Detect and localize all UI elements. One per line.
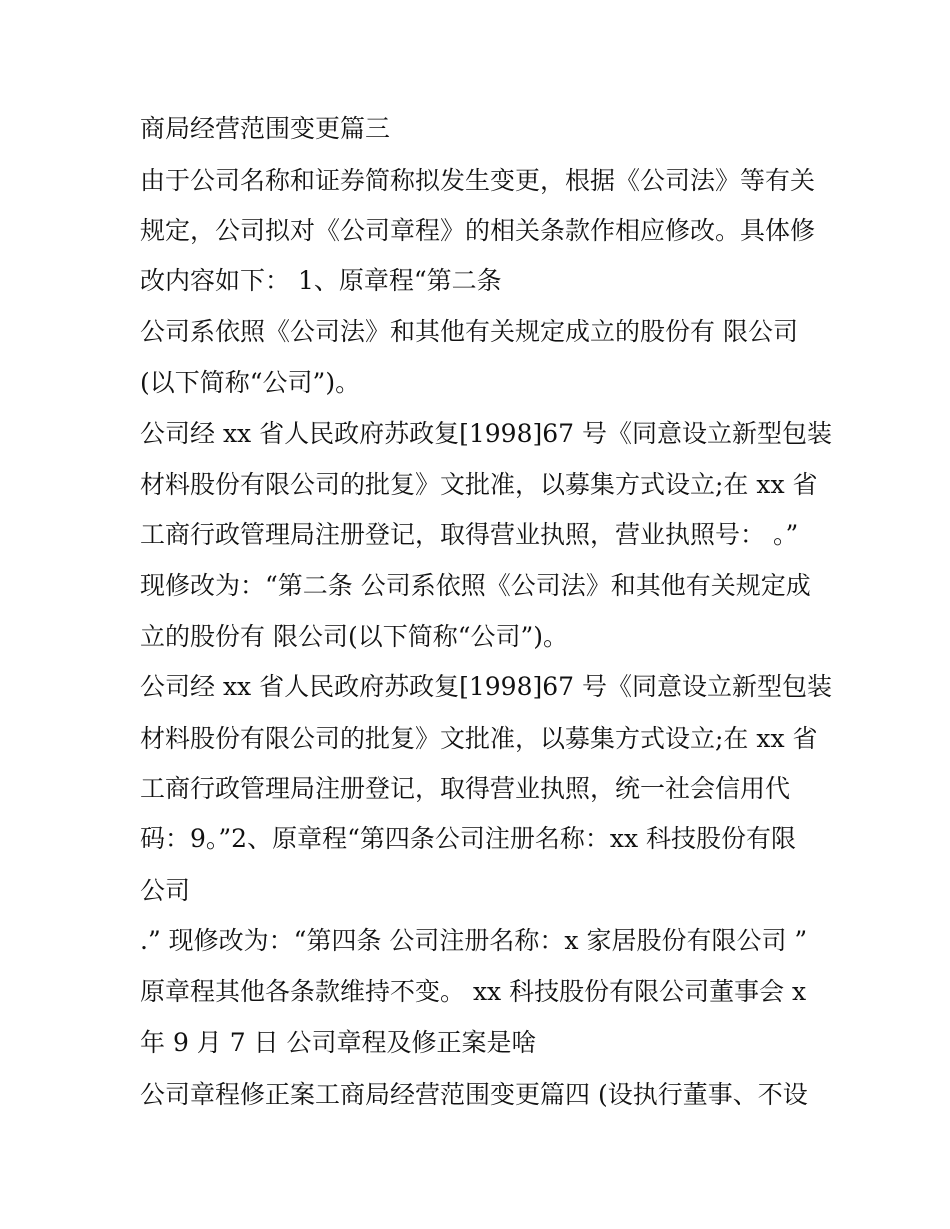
text-line: 公司 — [140, 876, 191, 905]
text-line: 原章程其他各条款维持不变。 xx 科技股份有限公司董事会 x — [140, 977, 807, 1006]
text-line: 公司章程修正案工商局经营范围变更篇四 (设执行董事、不设 — [140, 1080, 808, 1109]
text-line: 工商行政管理局注册登记，取得营业执照，营业执照号： 。” — [140, 520, 799, 549]
text-line: 公司经 xx 省人民政府苏政复[1998]67 号《同意设立新型包装 — [140, 419, 832, 448]
text-line: 规定，公司拟对《公司章程》的相关条款作相应修改。具体修 — [140, 216, 816, 245]
text-line: 材料股份有限公司的批复》文批准，以募集方式设立;在 xx 省 — [140, 724, 818, 753]
heading-line: 商局经营范围变更篇三 — [140, 114, 391, 143]
text-line: 由于公司名称和证券简称拟发生变更，根据《公司法》等有关 — [140, 166, 816, 195]
text-line: 年 9 月 7 日 公司章程及修正案是啥 — [140, 1028, 537, 1057]
text-line: 现修改为：“第二条 公司系依照《公司法》和其他有关规定成 — [140, 571, 811, 600]
text-line: 工商行政管理局注册登记，取得营业执照，统一社会信用代 — [140, 774, 791, 803]
text-line: 公司系依照《公司法》和其他有关规定成立的股份有 限公司 — [140, 317, 798, 346]
text-line: 公司经 xx 省人民政府苏政复[1998]67 号《同意设立新型包装 — [140, 672, 832, 701]
text-line: 立的股份有 限公司(以下简称“公司”)。 — [140, 622, 569, 651]
text-line: 码：9。”2、原章程“第四条公司注册名称：xx 科技股份有限 — [140, 824, 797, 853]
text-line: .” 现修改为：“第四条 公司注册名称：x 家居股份有限公司 ” — [140, 926, 808, 955]
text-line: 改内容如下： 1、原章程“第二条 — [140, 266, 502, 295]
text-line: (以下简称“公司”)。 — [140, 368, 361, 397]
text-line: 材料股份有限公司的批复》文批准，以募集方式设立;在 xx 省 — [140, 470, 818, 499]
